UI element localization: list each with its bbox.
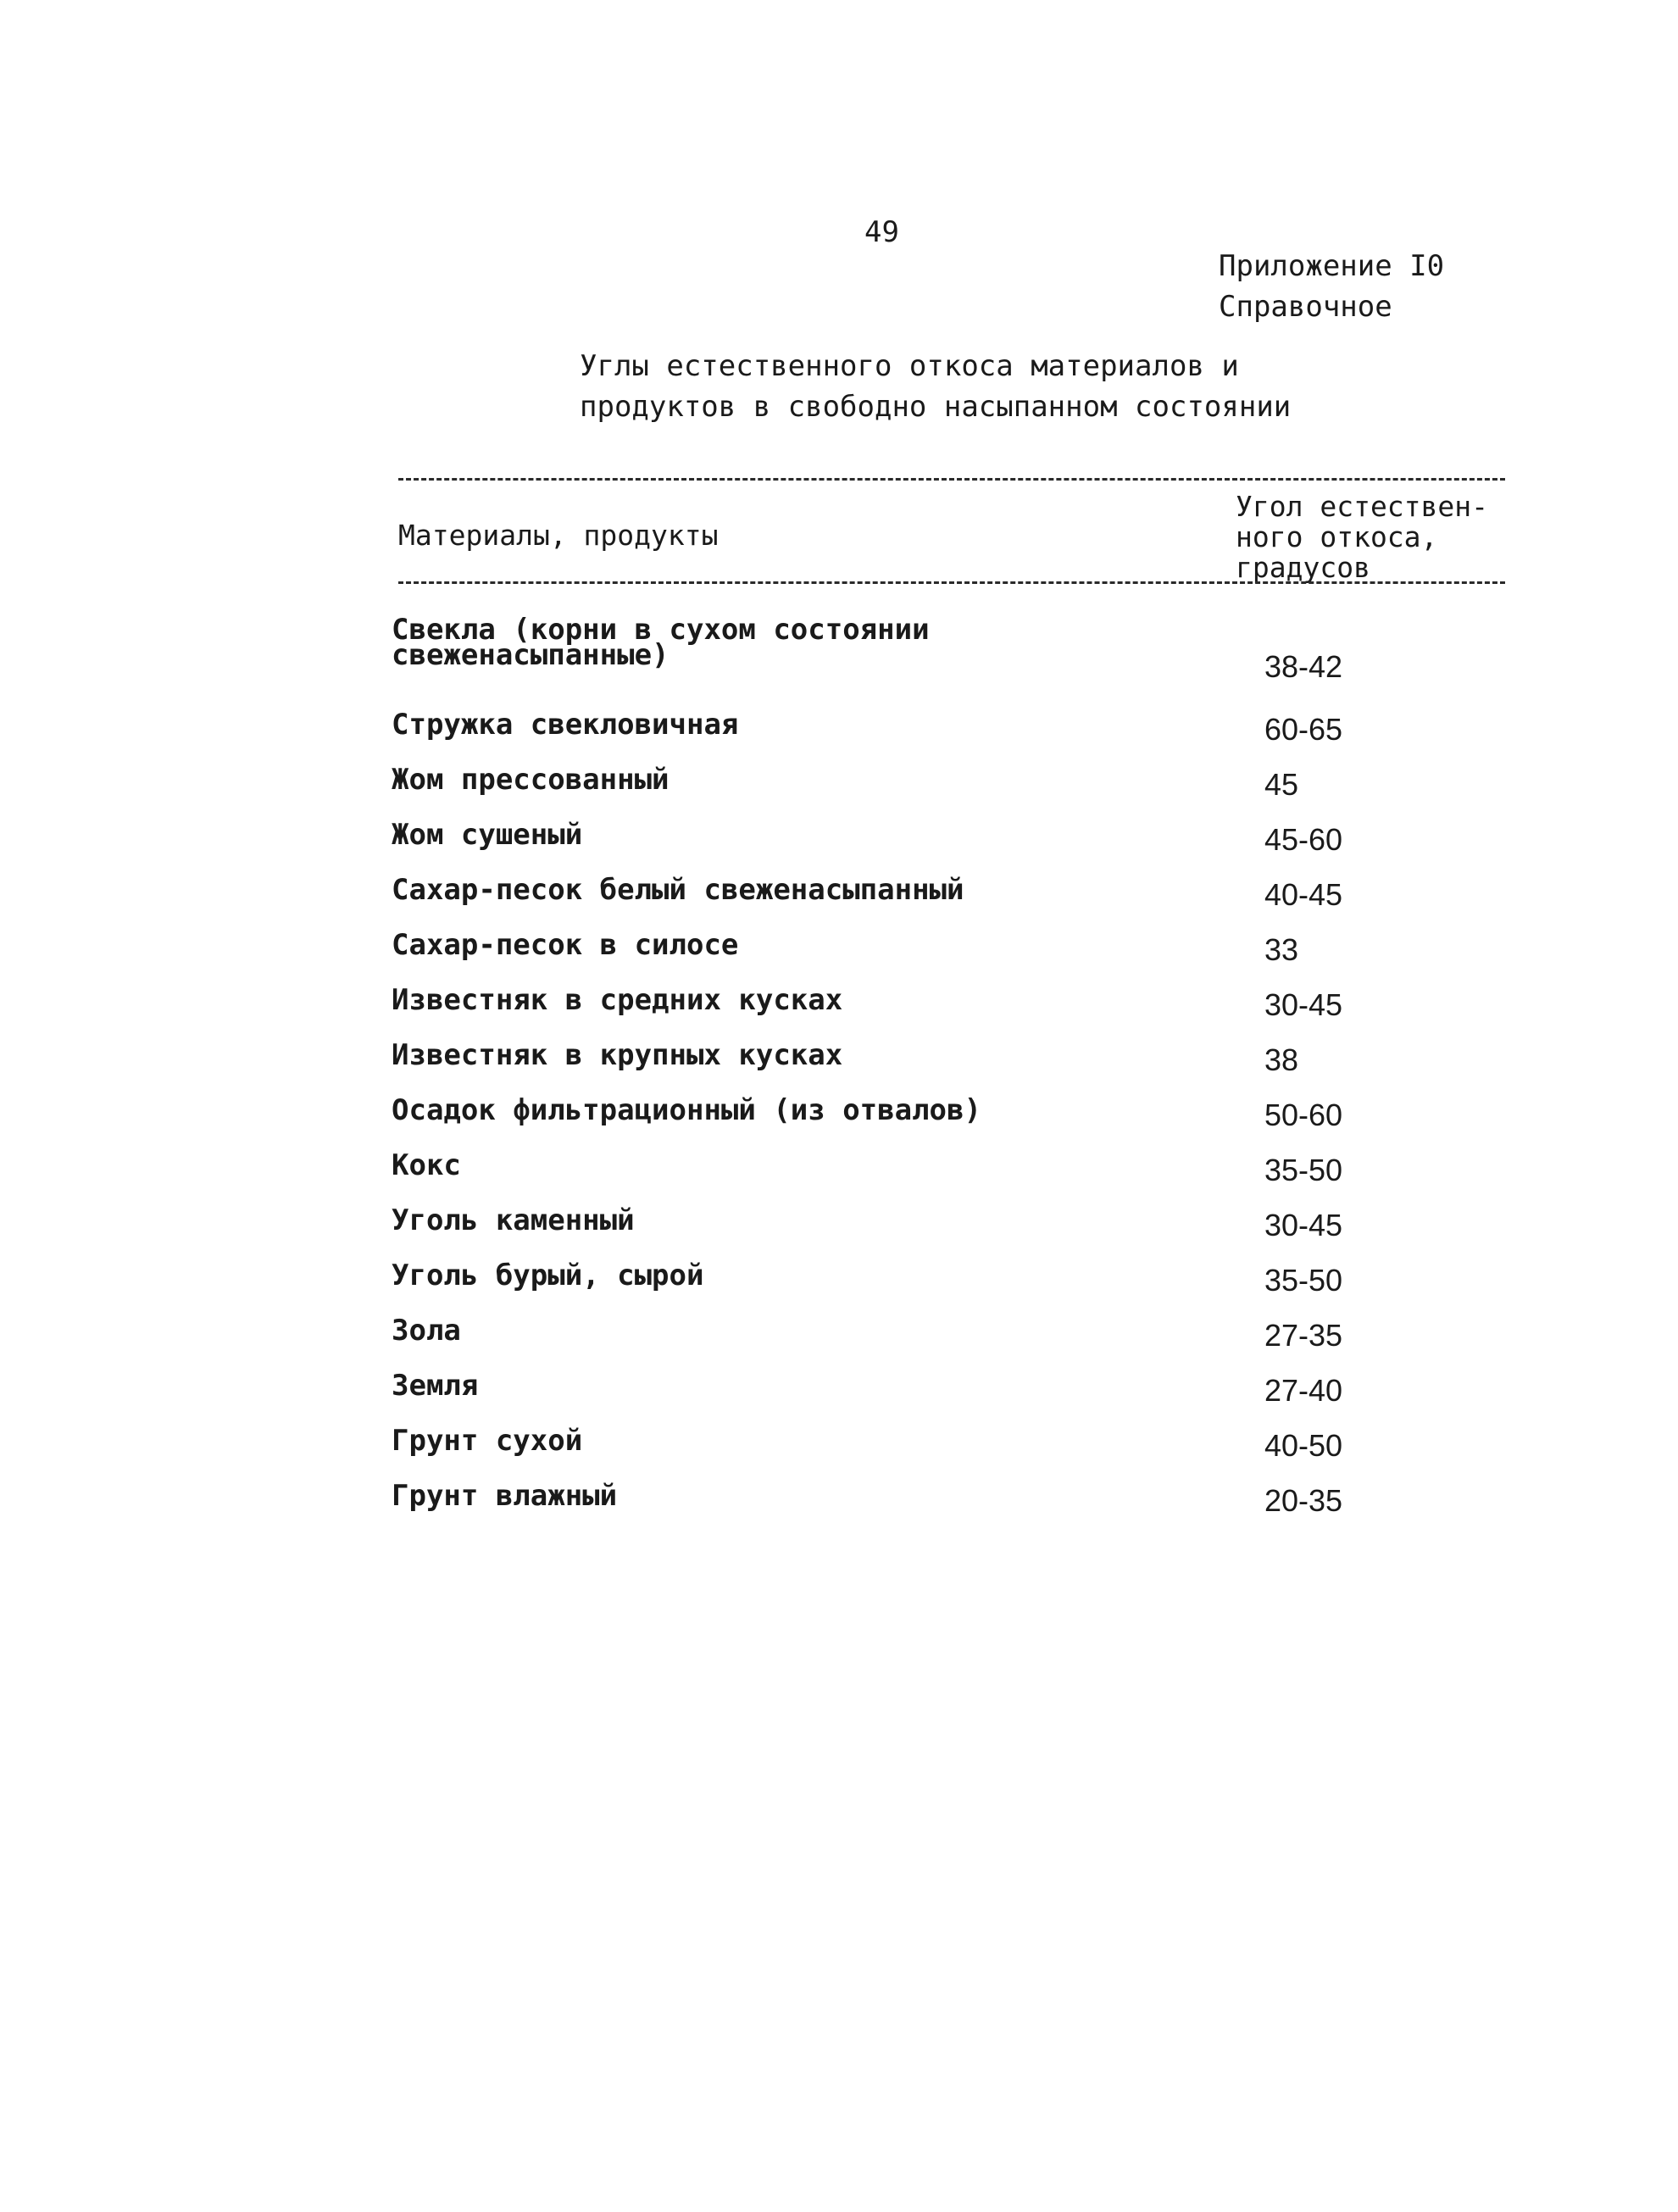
table-row xyxy=(392,763,1510,822)
title-line-1: Углы естественного откоса материалов и xyxy=(580,349,1239,383)
material-cell: Свекла (корни в сухом состоянии свеженасыпанные) xyxy=(392,613,930,672)
header-angle-line-3: градусов xyxy=(1236,551,1370,584)
material-cell: Кокс xyxy=(392,1148,461,1182)
header-angle xyxy=(1236,492,1488,583)
table-row xyxy=(392,1203,1510,1263)
header-angle-line-1: Угол естествен- xyxy=(1236,490,1489,523)
angle-cell: 30-45 xyxy=(1264,987,1343,1022)
material-cell: Сахар-песок белый свеженасыпанный xyxy=(392,873,964,907)
angle-cell: 50-60 xyxy=(1264,1098,1343,1132)
material-cell: Жом сушеный xyxy=(392,818,583,852)
material-cell: Зола xyxy=(392,1314,461,1348)
angle-cell: 35-50 xyxy=(1264,1153,1343,1187)
material-cell: Известняк в крупных кусках xyxy=(392,1038,843,1072)
material-cell: Уголь каменный xyxy=(392,1203,635,1237)
table-row xyxy=(392,818,1510,877)
material-cell: Стружка свекловичная xyxy=(392,708,739,742)
table-row xyxy=(392,1369,1510,1428)
header-angle-line-2: ного откоса, xyxy=(1236,520,1438,553)
table-row xyxy=(392,1148,1510,1208)
title-line-2: продуктов в свободно насыпанном состоянии xyxy=(580,390,1292,424)
header-materials: Материалы, продукты xyxy=(398,519,719,552)
angle-cell: 40-45 xyxy=(1264,877,1343,912)
appendix-number: Приложение I0 xyxy=(1219,249,1445,283)
table-row xyxy=(392,928,1510,987)
angle-cell: 45-60 xyxy=(1264,822,1343,857)
angle-cell: 20-35 xyxy=(1264,1483,1343,1518)
angle-cell: 35-50 xyxy=(1264,1263,1343,1298)
material-cell: Известняк в средних кусках xyxy=(392,983,843,1017)
material-cell: Жом прессованный xyxy=(392,763,670,797)
material-cell: Уголь бурый, сырой xyxy=(392,1259,704,1292)
angle-cell: 38-42 xyxy=(1264,649,1343,684)
angle-cell: 30-45 xyxy=(1264,1208,1343,1242)
material-cell: Земля xyxy=(392,1369,479,1403)
table-row xyxy=(392,983,1510,1042)
table-row xyxy=(392,1259,1510,1318)
angle-cell: 27-40 xyxy=(1264,1373,1343,1408)
angle-cell: 45 xyxy=(1264,767,1299,802)
table-body xyxy=(392,613,1510,1538)
table-row xyxy=(392,1424,1510,1483)
angle-cell: 33 xyxy=(1264,932,1299,967)
page-number: 49 xyxy=(864,215,899,249)
material-cell: Грунт сухой xyxy=(392,1424,583,1458)
table-row xyxy=(392,873,1510,932)
appendix-label xyxy=(1219,246,1444,327)
material-cell: Осадок фильтрационный (из отвалов) xyxy=(392,1093,981,1127)
table-row xyxy=(392,613,1510,712)
material-cell: Сахар-песок в силосе xyxy=(392,928,739,962)
material-cell: Грунт влажный xyxy=(392,1479,618,1513)
document-title xyxy=(580,346,1291,427)
table-row xyxy=(392,708,1510,767)
angle-cell: 27-35 xyxy=(1264,1318,1343,1353)
angle-cell: 60-65 xyxy=(1264,712,1343,747)
table-row xyxy=(392,1314,1510,1373)
table-row xyxy=(392,1038,1510,1098)
angle-cell: 38 xyxy=(1264,1042,1299,1077)
table-top-rule xyxy=(398,478,1505,481)
table-header-rule xyxy=(398,581,1505,584)
table-row xyxy=(392,1093,1510,1153)
table-row xyxy=(392,1479,1510,1538)
angle-cell: 40-50 xyxy=(1264,1428,1343,1463)
appendix-type: Справочное xyxy=(1219,290,1392,324)
